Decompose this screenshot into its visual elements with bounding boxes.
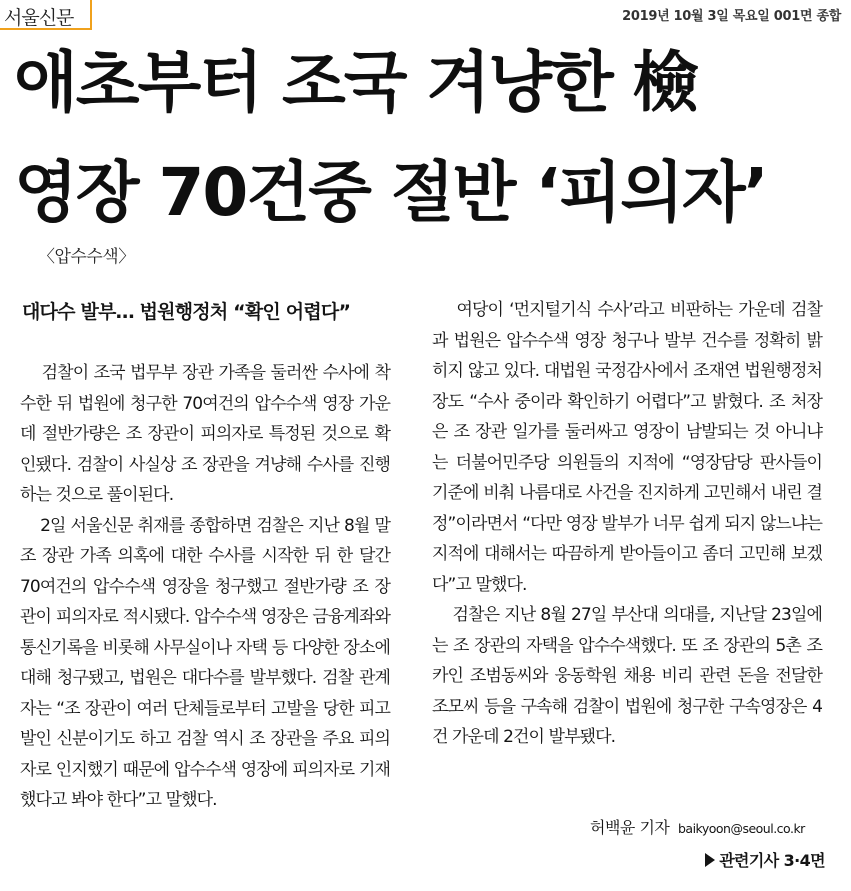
headline-line-1: 애초부터 조국 겨냥한 檢 xyxy=(14,44,697,121)
article-paragraph: 2일 서울신문 취재를 종합하면 검찰은 지난 8월 말 조 장관 가족 의혹에 대한 수사를 시작한 뒤 한 달간 70여건의 압수수색 영장을 청구했고 절반가량 조 장관이 피의자로 적시됐다. 압수수색 영장은 금융계좌와 통신기록을 비롯해 사무실이나 자택 등 다양한 장소에 대해 청구됐고, 법원은 대다수를 발부했다. 검찰 관계자는 “조 장관이 여러 단체들로부터 고발을 당한 피고발인 신분이기도 하고 검찰 역시 조 장관을 주요 피의자로 인지했기 때문에 압수수색 영장에 피의자로 기재했다고 봐야 한다”고 말했다. xyxy=(20,515,390,810)
subheadline: 대다수 발부… 법원행정처 “확인 어렵다” xyxy=(22,301,351,323)
article-column-left xyxy=(20,358,390,816)
top-bar xyxy=(0,0,851,30)
reporter-name: 허백윤 기자 xyxy=(590,818,670,837)
headline-section-tag: 〈압수수색〉 xyxy=(38,247,135,267)
article-paragraph: 검찰은 지난 8월 27일 부산대 의대를, 지난달 23일에는 조 장관의 자택을 압수수색했다. 또 조 장관의 5촌 조카인 조범동씨와 웅동학원 채용 비리 관련 돈을 전달한 조모씨 등을 구속해 검찰이 법원에 청구한 구속영장은 4건 가운데 2건이 발부됐다. xyxy=(432,605,822,747)
article-paragraph: 검찰이 조국 법무부 장관 가족을 둘러싼 수사에 착수한 뒤 법원에 청구한 70여건의 압수수색 영장 가운데 절반가량은 조 장관이 피의자로 특정된 것으로 확인됐다. 검찰이 사실상 조 장관을 겨냥해 수사를 진행하는 것으로 풀이된다. xyxy=(20,363,390,505)
headline-line-2: 영장 70건중 절반 ‘피의자’ xyxy=(14,154,767,231)
article-paragraph: 여당이 ‘먼지털기식 수사’라고 비판하는 가운데 검찰과 법원은 압수수색 영장 청구나 발부 건수를 정확히 밝히지 않고 있다. 대법원 국정감사에서 조재연 법원행정처장도 “수사 중이라 확인하기 어렵다”고 밝혔다. 조 처장은 조 장관 일가를 둘러싸고 영장이 남발되는 것 아니냐는 더불어민주당 의원들의 지적에 “영장담당 판사들이 기준에 비춰 나름대로 사건을 진지하게 고민해서 내린 결정”이라면서 “다만 영장 발부가 너무 쉽게 되지 않느냐는 지적에 대해서는 따끔하게 받아들이고 좀더 고민해 보겠다”고 말했다. xyxy=(432,300,822,595)
dateline: 2019년 10월 3일 목요일 001면 종합 xyxy=(622,9,841,24)
related-articles-label: 관련기사 3·4면 xyxy=(719,851,825,870)
article-column-right xyxy=(432,295,822,753)
masthead-name: 서울신문 xyxy=(4,7,74,29)
reporter-email: baikyoon@seoul.co.kr xyxy=(677,821,805,836)
triangle-right-icon xyxy=(705,853,715,867)
related-articles-link[interactable] xyxy=(705,848,825,871)
byline xyxy=(590,815,805,838)
masthead-logo xyxy=(0,0,92,30)
